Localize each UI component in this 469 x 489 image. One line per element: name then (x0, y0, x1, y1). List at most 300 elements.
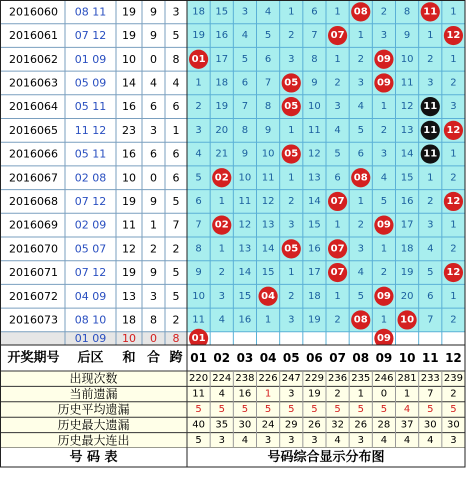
sum-value: 13 (122, 289, 136, 303)
stats-value: 5 (195, 434, 202, 446)
miss-count: 12 (308, 148, 321, 160)
miss-count: 19 (400, 267, 414, 279)
miss-count: 12 (400, 101, 414, 113)
drawn-ball-label: 08 (353, 314, 368, 326)
span-value: 6 (172, 171, 180, 185)
header-number: 07 (329, 351, 346, 365)
prediction-he: 0 (150, 331, 157, 345)
stats-value: 2 (450, 388, 457, 400)
miss-count: 1 (450, 290, 457, 302)
miss-count: 9 (403, 30, 411, 42)
drawn-ball-label: 04 (261, 290, 276, 302)
miss-count: 1 (450, 53, 457, 65)
miss-count: 2 (288, 30, 295, 42)
miss-count: 5 (334, 148, 341, 160)
header-span: 跨 (169, 350, 183, 366)
stats-value: 3 (288, 388, 295, 400)
stats-value: 229 (304, 373, 324, 385)
miss-count: 18 (192, 6, 205, 18)
stats-value: 40 (192, 419, 205, 431)
header-period: 开奖期号 (7, 350, 60, 366)
miss-count: 21 (215, 148, 229, 160)
stats-value: 19 (308, 388, 321, 400)
stats-value: 1 (264, 388, 272, 400)
miss-count: 2 (380, 6, 388, 18)
span-value: 4 (172, 76, 180, 90)
miss-count: 2 (334, 314, 341, 326)
miss-count: 9 (311, 77, 318, 89)
prediction-ball-label: 09 (376, 332, 391, 344)
span-value: 5 (172, 289, 180, 303)
miss-count: 18 (215, 77, 229, 89)
drawn-ball-label: 05 (284, 101, 299, 113)
stats-value: 239 (443, 373, 463, 385)
prediction-sum: 10 (122, 331, 136, 345)
miss-count: 15 (238, 290, 252, 302)
drawn-ball-label: 05 (284, 77, 299, 89)
drawn-ball-label: 09 (376, 290, 391, 302)
stats-value: 3 (218, 434, 225, 446)
miss-count: 13 (400, 124, 414, 136)
miss-count: 4 (357, 267, 364, 279)
miss-count: 2 (427, 53, 434, 65)
stats-value: 4 (403, 434, 411, 446)
period-label: 2016062 (9, 52, 58, 66)
he-value: 9 (150, 29, 157, 43)
he-value: 6 (150, 147, 157, 161)
miss-count: 12 (261, 195, 275, 207)
header-background (0, 345, 465, 371)
miss-count: 4 (241, 30, 249, 42)
miss-count: 3 (450, 101, 457, 113)
miss-count: 3 (334, 101, 341, 113)
miss-count: 15 (215, 6, 229, 18)
miss-count: 17 (308, 267, 321, 279)
stats-value: 2 (334, 388, 341, 400)
miss-count: 11 (192, 314, 205, 326)
miss-count: 1 (380, 243, 388, 255)
miss-count: 5 (357, 124, 364, 136)
stats-value: 26 (308, 419, 321, 431)
stats-value: 0 (380, 388, 388, 400)
miss-count: 1 (195, 77, 202, 89)
period-label: 2016067 (9, 171, 58, 185)
miss-count: 19 (215, 101, 229, 113)
header-number: 09 (375, 351, 393, 365)
period-label: 2016071 (9, 266, 58, 280)
drawn-ball-label: 05 (284, 243, 299, 255)
miss-count: 2 (195, 101, 202, 113)
header-number: 06 (306, 351, 323, 365)
stats-value: 37 (400, 419, 414, 431)
drawn-ball-label: 11 (423, 101, 438, 113)
sum-value: 10 (122, 52, 136, 66)
span-value: 2 (172, 313, 180, 327)
he-value: 6 (150, 100, 157, 114)
miss-count: 5 (241, 53, 249, 65)
drawn-ball-label: 11 (423, 124, 438, 136)
miss-count: 1 (427, 30, 434, 42)
drawn-ball-label: 08 (353, 172, 368, 184)
sum-value: 10 (122, 171, 136, 185)
stats-value: 28 (377, 419, 391, 431)
he-value: 9 (150, 266, 157, 280)
back-zone-draw: 01 09 (74, 52, 107, 66)
miss-count: 16 (308, 243, 321, 255)
drawn-ball-label: 12 (446, 124, 461, 136)
stats-value: 30 (423, 419, 437, 431)
he-value: 1 (150, 218, 157, 232)
he-value: 9 (150, 194, 157, 208)
back-zone-draw: 05 11 (74, 100, 107, 114)
stats-label: 历史最大连出 (57, 433, 130, 448)
miss-count: 11 (308, 124, 321, 136)
miss-count: 16 (238, 314, 252, 326)
prediction-span: 8 (172, 331, 180, 345)
stats-value: 11 (192, 388, 205, 400)
sum-value: 14 (122, 76, 136, 90)
miss-count: 10 (192, 290, 205, 302)
he-value: 0 (150, 52, 157, 66)
miss-count: 6 (334, 172, 341, 184)
miss-count: 13 (308, 172, 321, 184)
miss-count: 7 (264, 77, 272, 89)
miss-count: 14 (308, 195, 321, 207)
period-label: 2016060 (9, 5, 58, 19)
stats-value: 3 (450, 434, 457, 446)
miss-count: 3 (288, 219, 295, 231)
drawn-ball-label: 10 (400, 314, 415, 326)
drawn-ball-label: 02 (214, 219, 229, 231)
stats-value: 226 (258, 373, 278, 385)
miss-count: 4 (427, 243, 434, 255)
stats-value: 16 (238, 388, 252, 400)
stats-value: 7 (427, 388, 434, 400)
miss-count: 6 (264, 53, 272, 65)
sum-value: 23 (122, 123, 136, 137)
stats-value: 35 (215, 419, 229, 431)
header-back-zone: 后区 (77, 350, 104, 366)
period-label: 2016072 (9, 289, 58, 303)
miss-count: 10 (400, 53, 414, 65)
stats-value: 5 (311, 404, 318, 415)
miss-count: 1 (427, 172, 434, 184)
stats-value: 5 (450, 404, 457, 415)
miss-count: 15 (261, 267, 275, 279)
miss-count: 1 (334, 53, 341, 65)
stats-value: 224 (212, 373, 232, 385)
span-value: 6 (172, 100, 180, 114)
sum-value: 19 (122, 194, 136, 208)
stats-label: 历史最大遗漏 (57, 417, 130, 432)
miss-count: 10 (261, 148, 275, 160)
he-value: 2 (150, 242, 157, 256)
stats-value: 5 (288, 404, 295, 415)
he-value: 4 (150, 76, 157, 90)
back-zone-draw: 11 12 (74, 123, 107, 137)
miss-count: 3 (427, 219, 434, 231)
he-value: 3 (150, 289, 157, 303)
sum-value: 16 (122, 100, 136, 114)
miss-count: 19 (192, 30, 205, 42)
stats-value: 247 (281, 373, 301, 385)
miss-count: 5 (195, 172, 202, 184)
stats-value: 4 (427, 434, 434, 446)
sum-value: 18 (122, 313, 136, 327)
stats-value: 5 (427, 404, 434, 415)
drawn-ball-label: 12 (446, 195, 461, 207)
stats-value: 24 (261, 419, 275, 431)
he-value: 0 (150, 171, 157, 185)
miss-count: 14 (261, 243, 275, 255)
stats-value: 4 (380, 434, 388, 446)
back-zone-draw: 05 07 (74, 242, 107, 256)
miss-count: 9 (195, 267, 202, 279)
header-number: 05 (282, 351, 300, 365)
sum-value: 19 (122, 266, 136, 280)
period-label: 2016066 (9, 147, 58, 161)
miss-count: 2 (450, 172, 457, 184)
miss-count: 1 (450, 6, 457, 18)
miss-count: 11 (238, 195, 252, 207)
stats-value: 5 (264, 404, 272, 415)
header-number: 12 (445, 351, 462, 365)
stats-value: 5 (380, 404, 388, 415)
miss-count: 4 (380, 172, 388, 184)
stats-value: 1 (403, 388, 411, 400)
miss-count: 3 (357, 243, 364, 255)
header-he: 合 (146, 350, 161, 366)
back-zone-draw: 04 09 (74, 289, 107, 303)
miss-count: 4 (264, 6, 272, 18)
drawn-ball-label: 08 (353, 6, 368, 18)
span-value: 5 (172, 194, 180, 208)
stats-value: 4 (218, 388, 225, 400)
drawn-ball-label: 07 (330, 195, 345, 207)
drawn-ball-label: 07 (330, 267, 345, 279)
miss-count: 7 (241, 101, 249, 113)
miss-count: 2 (450, 77, 457, 89)
stats-value: 3 (357, 434, 364, 446)
span-value: 5 (172, 266, 180, 280)
miss-count: 2 (450, 243, 457, 255)
miss-count: 20 (400, 290, 414, 302)
span-value: 8 (172, 52, 180, 66)
miss-count: 15 (308, 219, 321, 231)
stats-value: 220 (189, 373, 209, 385)
stats-value: 4 (403, 404, 411, 415)
miss-count: 8 (195, 243, 202, 255)
miss-count: 1 (288, 124, 295, 136)
header-number: 01 (190, 351, 207, 365)
miss-count: 12 (238, 219, 252, 231)
back-zone-draw: 07 12 (74, 266, 107, 280)
miss-count: 4 (218, 314, 225, 326)
miss-count: 9 (241, 148, 249, 160)
miss-count: 2 (288, 290, 295, 302)
prediction-draw: 01 09 (74, 331, 107, 345)
stats-value: 281 (397, 373, 417, 385)
back-zone-draw: 08 10 (74, 313, 107, 327)
miss-count: 2 (380, 267, 388, 279)
miss-count: 2 (380, 124, 388, 136)
back-zone-draw: 05 09 (74, 76, 107, 90)
back-zone-draw: 08 11 (74, 5, 107, 19)
miss-count: 10 (238, 172, 252, 184)
miss-count: 8 (311, 53, 318, 65)
period-label: 2016069 (9, 218, 58, 232)
miss-count: 1 (357, 195, 364, 207)
sum-value: 12 (122, 242, 136, 256)
period-label: 2016063 (9, 76, 58, 90)
miss-count: 1 (288, 267, 295, 279)
stats-value: 1 (357, 388, 364, 400)
drawn-ball-label: 09 (376, 219, 391, 231)
header-number: 10 (398, 351, 416, 365)
miss-count: 18 (308, 290, 321, 302)
miss-count: 16 (400, 195, 414, 207)
miss-count: 11 (400, 77, 414, 89)
miss-count: 14 (400, 148, 414, 160)
stats-value: 5 (334, 404, 341, 415)
span-value: 5 (172, 29, 180, 43)
footer-left-title: 号 码 表 (69, 450, 118, 465)
back-zone-draw: 02 09 (74, 218, 107, 232)
stats-value: 29 (284, 419, 298, 431)
miss-count: 2 (288, 195, 295, 207)
miss-count: 9 (264, 124, 272, 136)
miss-count: 14 (238, 267, 252, 279)
stats-value: 3 (311, 434, 318, 446)
miss-count: 1 (264, 314, 272, 326)
span-value: 3 (172, 5, 180, 19)
stats-value: 5 (195, 404, 202, 415)
miss-count: 6 (195, 195, 202, 207)
stats-value: 235 (351, 373, 371, 385)
stats-value: 32 (331, 419, 344, 431)
miss-count: 13 (238, 243, 252, 255)
drawn-ball-label: 12 (446, 267, 461, 279)
stats-value: 26 (354, 419, 368, 431)
miss-count: 1 (334, 219, 341, 231)
miss-count: 7 (195, 219, 202, 231)
miss-count: 6 (427, 290, 434, 302)
period-label: 2016061 (9, 29, 58, 43)
miss-count: 3 (288, 53, 295, 65)
miss-count: 3 (218, 290, 225, 302)
he-value: 9 (150, 5, 157, 19)
miss-count: 5 (380, 195, 388, 207)
header-number: 11 (421, 351, 439, 365)
stats-value: 246 (374, 373, 394, 385)
miss-count: 19 (308, 314, 321, 326)
stats-value: 30 (238, 419, 252, 431)
drawn-ball-label: 09 (376, 77, 391, 89)
miss-count: 2 (450, 314, 457, 326)
miss-count: 2 (218, 267, 225, 279)
stats-value: 5 (241, 404, 249, 415)
stats-value: 3 (264, 434, 272, 446)
miss-count: 1 (218, 243, 225, 255)
miss-count: 3 (288, 314, 295, 326)
miss-count: 6 (311, 6, 318, 18)
back-zone-draw: 05 11 (74, 147, 107, 161)
miss-count: 10 (308, 101, 321, 113)
miss-count: 1 (288, 6, 295, 18)
miss-count: 3 (427, 77, 434, 89)
stats-label: 历史平均遗漏 (57, 402, 130, 417)
miss-count: 1 (357, 30, 364, 42)
stats-value: 233 (420, 373, 440, 385)
header-number: 02 (213, 351, 231, 365)
miss-count: 8 (264, 101, 272, 113)
miss-count: 4 (195, 148, 202, 160)
header-number: 08 (352, 351, 370, 365)
prediction-ball-label: 01 (191, 332, 206, 344)
miss-count: 1 (334, 6, 341, 18)
miss-count: 11 (261, 172, 275, 184)
footer-right-title: 号码综合显示分布图 (267, 450, 385, 465)
miss-count: 20 (215, 124, 229, 136)
drawn-ball-label: 05 (284, 148, 299, 160)
he-value: 8 (150, 313, 157, 327)
period-label: 2016068 (9, 194, 58, 208)
miss-count: 4 (334, 124, 341, 136)
drawn-ball-label: 11 (423, 148, 438, 160)
miss-count: 3 (380, 30, 388, 42)
stats-value: 238 (235, 373, 255, 385)
miss-count: 3 (380, 148, 388, 160)
drawn-ball-label: 01 (191, 53, 206, 65)
drawn-ball-label: 02 (214, 172, 229, 184)
drawn-ball-label: 12 (446, 30, 461, 42)
stats-value: 3 (288, 434, 295, 446)
miss-count: 1 (380, 101, 388, 113)
miss-count: 2 (427, 195, 434, 207)
drawn-ball-label: 07 (330, 30, 345, 42)
miss-count: 18 (400, 243, 414, 255)
span-value: 6 (172, 147, 180, 161)
span-value: 2 (172, 242, 180, 256)
stats-value: 236 (328, 373, 348, 385)
back-zone-draw: 02 08 (74, 171, 107, 185)
miss-count: 6 (241, 77, 249, 89)
miss-count: 8 (403, 6, 411, 18)
sum-value: 11 (122, 218, 136, 232)
stats-label: 出现次数 (69, 371, 118, 386)
miss-count: 2 (357, 219, 364, 231)
miss-count: 1 (334, 290, 341, 302)
miss-count: 17 (215, 53, 229, 65)
miss-count: 13 (261, 219, 275, 231)
miss-count: 4 (357, 101, 364, 113)
miss-count: 6 (357, 148, 364, 160)
sum-value: 19 (122, 29, 136, 43)
miss-count: 1 (450, 148, 457, 160)
miss-count: 17 (400, 219, 414, 231)
miss-count: 3 (357, 77, 364, 89)
miss-count: 15 (400, 172, 414, 184)
miss-count: 5 (427, 267, 434, 279)
miss-count: 7 (311, 30, 318, 42)
span-value: 7 (172, 218, 180, 232)
stats-value: 5 (218, 404, 225, 415)
miss-count: 2 (334, 77, 341, 89)
drawn-ball-label: 07 (330, 243, 345, 255)
header-sum: 和 (122, 350, 136, 366)
period-label: 2016064 (9, 100, 58, 114)
miss-count: 2 (357, 53, 364, 65)
